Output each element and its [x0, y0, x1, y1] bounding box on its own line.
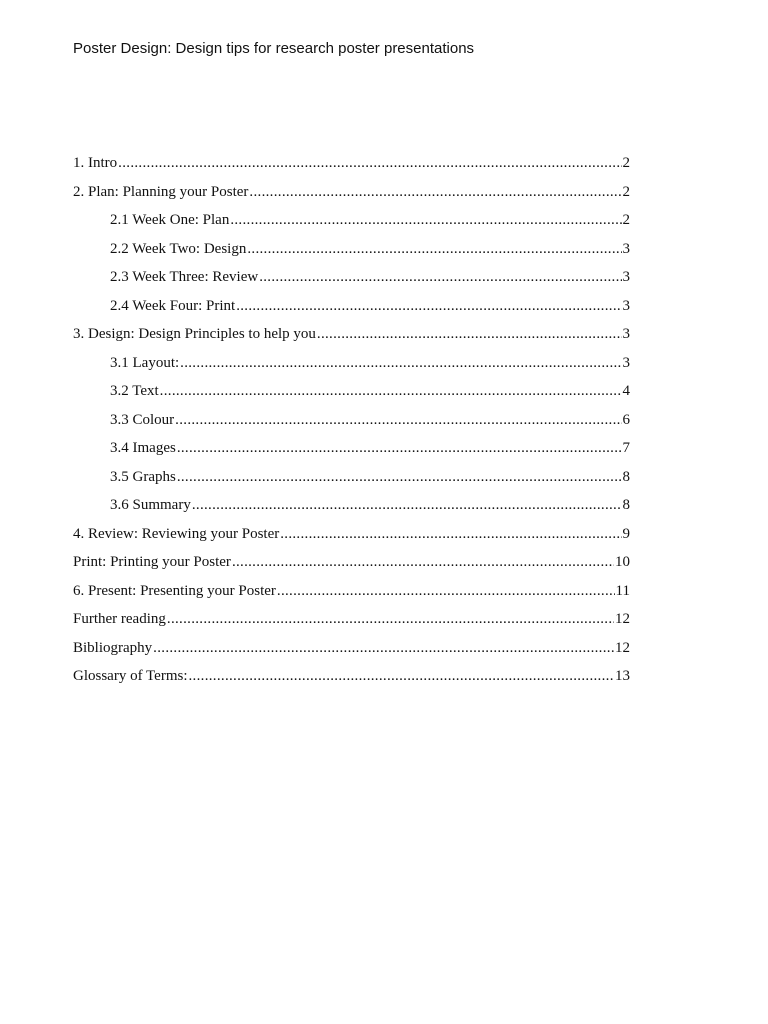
toc-entry[interactable]	[73, 267, 630, 296]
dot-leader	[175, 410, 621, 430]
dot-leader	[189, 666, 615, 686]
toc-entry[interactable]	[73, 581, 630, 610]
dot-leader	[177, 467, 622, 487]
toc-entry-page: 7	[622, 440, 630, 456]
toc-entry-page: 6	[622, 411, 630, 428]
dot-leader	[230, 210, 621, 230]
toc-entry[interactable]	[73, 524, 630, 553]
toc-entry-page: 11	[615, 582, 630, 599]
toc-entry[interactable]	[73, 638, 630, 667]
toc-entry-page: 8	[622, 468, 630, 485]
toc-entry-page: 12	[615, 611, 630, 627]
toc-entry[interactable]	[73, 182, 630, 211]
dot-leader	[118, 153, 621, 173]
toc-entry[interactable]	[73, 467, 630, 496]
toc-entry-label: 2.3 Week Three: Review	[110, 269, 259, 285]
dot-leader	[277, 581, 615, 601]
toc-entry[interactable]	[73, 438, 630, 467]
toc-entry-label: 2. Plan: Planning your Poster	[73, 183, 249, 200]
toc-entry[interactable]	[73, 239, 630, 268]
toc-entry-label: 3.5 Graphs	[110, 468, 176, 485]
toc-entry[interactable]	[73, 296, 630, 325]
toc-entry-label: Glossary of Terms:	[73, 668, 188, 684]
toc-entry-page: 12	[615, 639, 630, 656]
toc-entry-label: 2.4 Week Four: Print	[110, 297, 236, 314]
toc-entry-label: 3.2 Text	[110, 383, 159, 399]
dot-leader	[153, 638, 614, 658]
toc-entry[interactable]	[73, 666, 630, 695]
toc-entry-label: 3.6 Summary	[110, 497, 191, 513]
toc-entry[interactable]	[73, 381, 630, 410]
toc-entry-label: 3. Design: Design Principles to help you	[73, 326, 316, 342]
dot-leader	[249, 182, 621, 202]
toc-entry-page: 3	[622, 240, 630, 257]
toc-entry-page: 2	[622, 155, 630, 171]
toc-entry-page: 4	[622, 383, 630, 399]
toc-entry-page: 13	[615, 668, 630, 684]
toc-entry-label: 3.3 Colour	[110, 411, 175, 428]
page-header: Poster Design: Design tips for research poster presentations	[73, 40, 475, 57]
dot-leader	[192, 495, 622, 515]
toc-entry-page: 8	[622, 497, 630, 513]
toc-entry[interactable]	[73, 410, 630, 439]
toc-entry-page: 2	[622, 183, 630, 200]
toc-entry-label: 6. Present: Presenting your Poster	[73, 582, 276, 599]
toc-entry[interactable]	[73, 210, 630, 239]
toc-entry-label: Print: Printing your Poster	[73, 554, 231, 570]
toc-entry-page: 9	[622, 525, 630, 542]
toc-entry-label: 4. Review: Reviewing your Poster	[73, 525, 280, 542]
dot-leader	[317, 324, 622, 344]
toc-entry-page: 3	[622, 326, 630, 342]
toc-entry-page: 2	[622, 212, 630, 228]
toc-entry-page: 3	[622, 269, 630, 285]
dot-leader	[232, 552, 614, 572]
toc-entry-label: 3.1 Layout:	[110, 354, 180, 371]
toc-entry-page: 10	[615, 554, 630, 570]
toc-entry[interactable]	[73, 609, 630, 638]
toc-entry[interactable]	[73, 153, 630, 182]
dot-leader	[236, 296, 621, 316]
toc-entry-page: 3	[622, 297, 630, 314]
dot-leader	[280, 524, 621, 544]
dot-leader	[160, 381, 622, 401]
toc-entry[interactable]	[73, 495, 630, 524]
toc-entry-label: Further reading	[73, 611, 166, 627]
toc-entry-label: 2.1 Week One: Plan	[110, 212, 230, 228]
toc-entry-page: 3	[622, 354, 630, 371]
dot-leader	[259, 267, 621, 287]
toc-entry[interactable]	[73, 353, 630, 382]
dot-leader	[177, 438, 622, 458]
toc-entry-label: 2.2 Week Two: Design	[110, 240, 247, 257]
toc-entry-label: 1. Intro	[73, 155, 118, 171]
dot-leader	[167, 609, 614, 629]
toc-entry[interactable]	[73, 324, 630, 353]
table-of-contents	[73, 153, 630, 695]
toc-entry-label: 3.4 Images	[110, 440, 176, 456]
dot-leader	[247, 239, 621, 259]
dot-leader	[180, 353, 621, 373]
toc-entry-label: Bibliography	[73, 639, 153, 656]
toc-entry[interactable]	[73, 552, 630, 581]
